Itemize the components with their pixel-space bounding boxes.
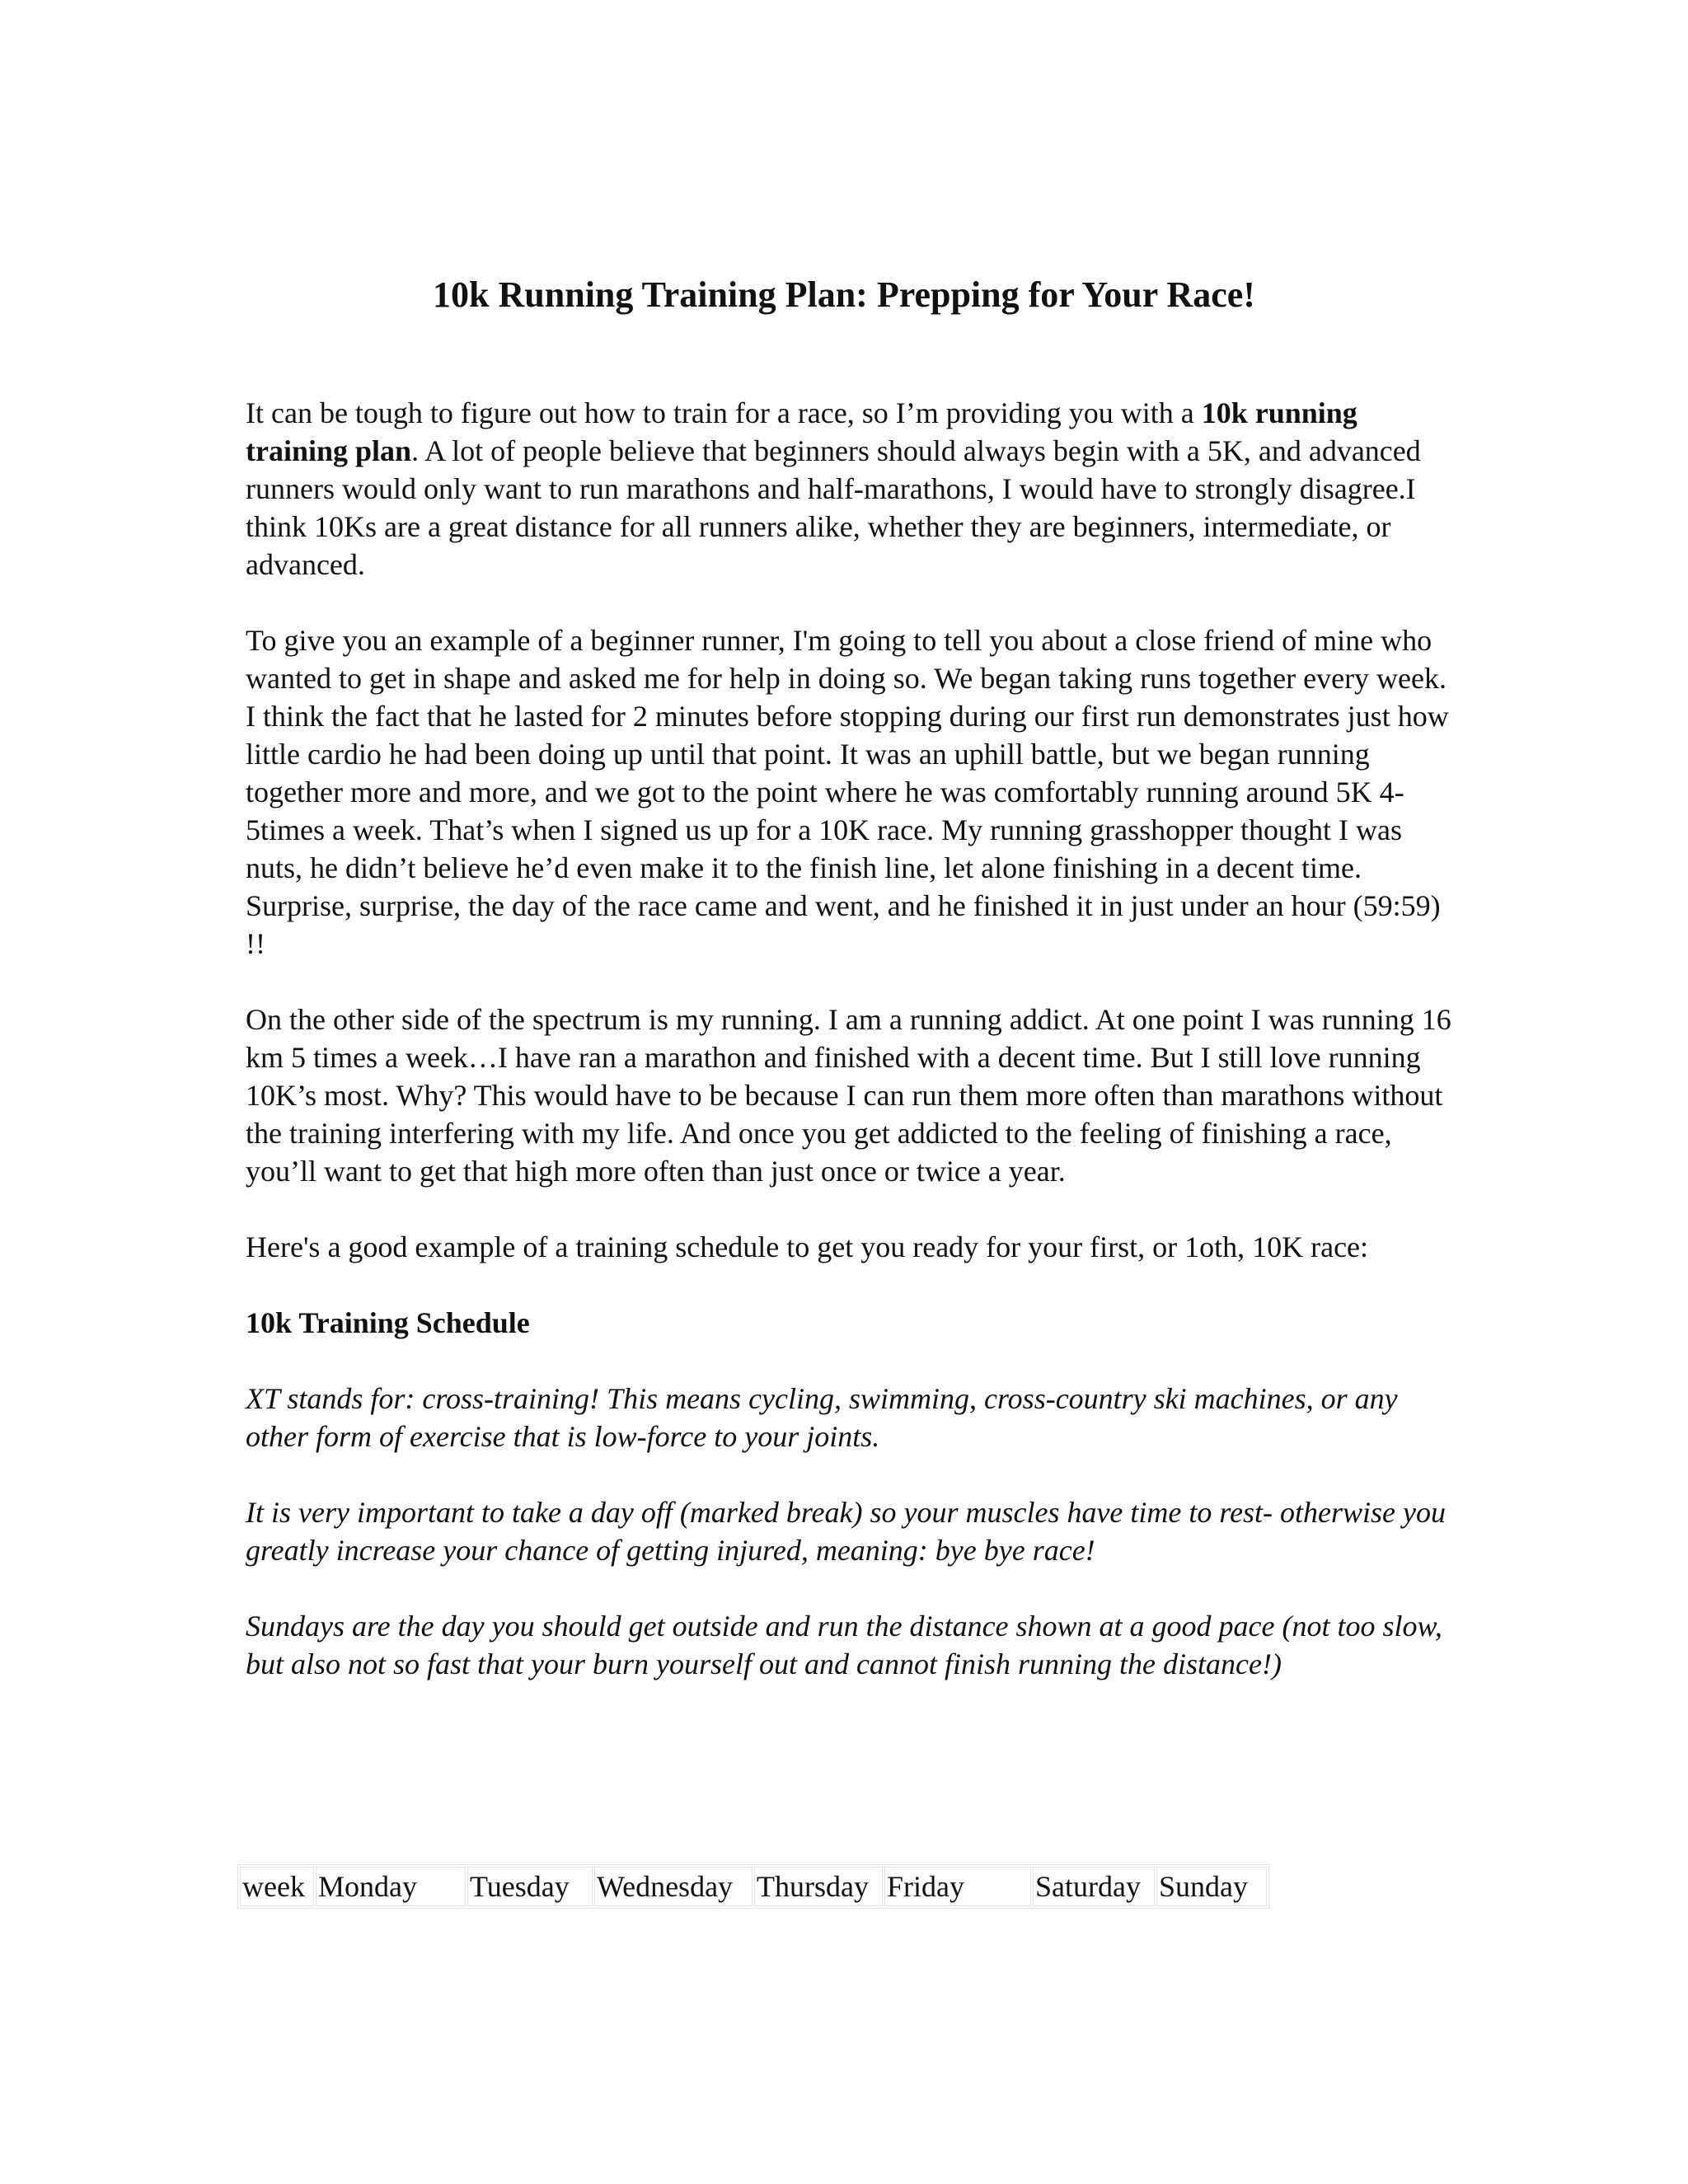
header-wednesday: Wednesday	[594, 1867, 753, 1906]
header-week: week	[240, 1867, 314, 1906]
author-running-paragraph: On the other side of the spectrum is my running. I am a running addict. At one point I was running 16 km 5 times a week…I have ran a marathon and finished with a decent time. But I still love running 10K’s most. Why? This would have to be because I can run them more often than marathons without the training interfering with my life. And once you get addicted to the feeling of finishing a race, you’ll want to get that high more often than just once or twice a year.	[246, 1003, 1451, 1188]
document-title: 10k Running Training Plan: Prepping for Your Race!	[433, 274, 1255, 315]
intro-bold-phrase: 10k running training plan	[246, 396, 1357, 467]
schedule-heading: 10k Training Schedule	[246, 1306, 530, 1339]
table-header-row	[240, 1867, 1267, 1906]
header-monday: Monday	[316, 1867, 466, 1906]
header-saturday: Saturday	[1033, 1867, 1155, 1906]
training-schedule-table	[237, 1864, 1269, 1909]
intro-text-end: . A lot of people believe that beginners should always begin with a 5K, and advanced runners would only want to run marathons and half-marathons, I would have to strongly disagree.I think 10Ks are a great distance for all runners alike, whether they are beginners, intermediate, or advanced.	[246, 434, 1421, 581]
friend-story-paragraph: To give you an example of a beginner runner, I'm going to tell you about a close friend of mine who wanted to get in shape and asked me for help in doing so. We began taking runs together every week. I think the fact that he lasted for 2 minutes before stopping during our first run demonstrates just how little cardio he had been doing up until that point. It was an uphill battle, but we began running together more and more, and we got to the point where he was comfortably running around 5K 4-5times a week. That’s when I signed us up for a 10K race. My running grasshopper thought I was nuts, he didn’t believe he’d even make it to the finish line, let alone finishing in a decent time. Surprise, surprise, the day of the race came and went, and he finished it in just under an hour (59:59) !!	[246, 624, 1449, 960]
header-tuesday: Tuesday	[467, 1867, 593, 1906]
xt-note: XT stands for: cross-training! This means cycling, swimming, cross-country ski machines, or any other form of exercise that is low-force to your joints.	[246, 1382, 1398, 1453]
document-body	[246, 394, 1457, 1721]
intro-text-start: It can be tough to figure out how to train for a race, so I’m providing you with a	[246, 396, 1202, 429]
intro-paragraph	[246, 394, 1457, 583]
header-sunday: Sunday	[1156, 1867, 1267, 1906]
sunday-note: Sundays are the day you should get outside and run the distance shown at a good pace (not too slow, but also not so fast that your burn yourself out and cannot finish running the distance!)	[246, 1610, 1442, 1680]
schedule-intro-paragraph: Here's a good example of a training schedule to get you ready for your first, or 1oth, 10K race:	[246, 1230, 1369, 1263]
header-friday: Friday	[884, 1867, 1031, 1906]
header-thursday: Thursday	[754, 1867, 883, 1906]
rest-day-note: It is very important to take a day off (marked break) so your muscles have time to rest- otherwise you greatly increase your chance of getting injured, meaning: bye bye race!	[246, 1496, 1447, 1567]
